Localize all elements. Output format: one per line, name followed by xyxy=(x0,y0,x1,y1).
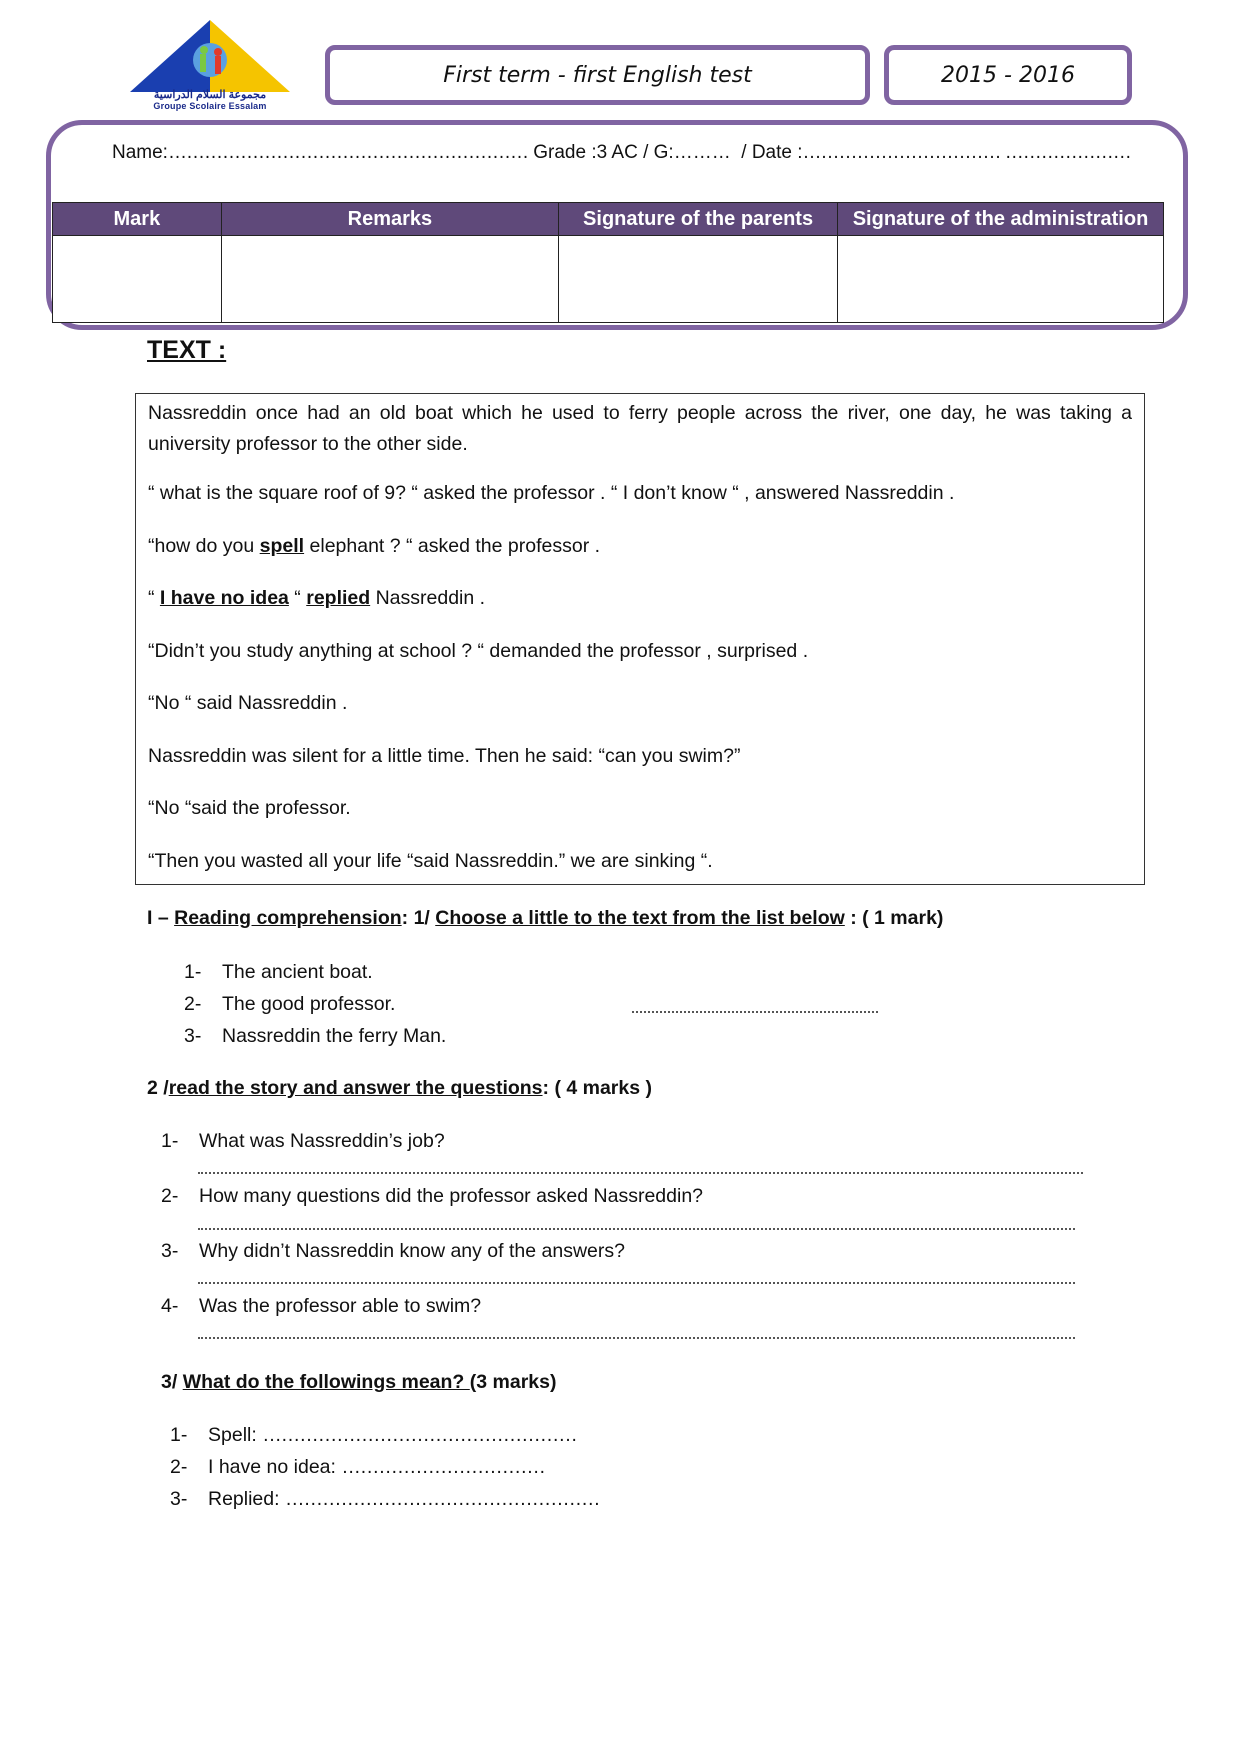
item-text: The good professor. xyxy=(222,993,396,1015)
question-number: 2- xyxy=(161,1185,179,1207)
question-text: What was Nassreddin’s job? xyxy=(199,1130,445,1152)
story-paragraph: “ what is the square roof of 9? “ asked the professor . “ I don’t know “ , answered Nassreddin . xyxy=(148,482,955,504)
school-year-box xyxy=(884,45,1132,105)
answer-field[interactable] xyxy=(198,1282,1075,1284)
keyword-spell: spell xyxy=(259,534,305,557)
group-field[interactable]: / G:……… xyxy=(643,142,731,163)
part-label: I – xyxy=(147,907,175,929)
grade-label: Grade :3 AC xyxy=(533,142,638,163)
logo-triangle-icon xyxy=(130,20,290,95)
test-title-box xyxy=(325,45,870,105)
student-info-line xyxy=(112,142,1131,164)
date-label: / Date : xyxy=(741,142,803,163)
story-paragraph: “No “said the professor. xyxy=(148,797,351,819)
question-item xyxy=(161,1130,445,1153)
school-year: 2015 - 2016 xyxy=(941,62,1075,88)
grade-table xyxy=(52,202,1164,323)
item-number: 2- xyxy=(184,993,202,1015)
remarks-cell[interactable] xyxy=(221,236,558,323)
story-text: “how do you xyxy=(148,534,260,557)
story-text-box xyxy=(135,393,1145,885)
item-text: Replied: xyxy=(208,1488,285,1510)
story-paragraph: “Then you wasted all your life “said Nassreddin.” we are sinking “. xyxy=(148,849,713,872)
section-marks: : ( 4 marks ) xyxy=(542,1077,652,1099)
task-instruction: Choose a little to the text from the list below xyxy=(435,907,845,929)
test-title: First term - first English test xyxy=(443,62,752,88)
story-text: “ xyxy=(148,587,160,609)
task-marks: : ( 1 mark) xyxy=(844,907,944,929)
meaning-item xyxy=(170,1424,577,1447)
item-number: 2- xyxy=(170,1456,188,1478)
section-marks: (3 marks) xyxy=(469,1371,557,1393)
meaning-heading xyxy=(161,1371,556,1394)
item-number: 1- xyxy=(184,961,202,983)
questions-heading xyxy=(147,1077,652,1100)
question-text: How many questions did the professor asked Nassreddin? xyxy=(199,1185,704,1207)
item-text: Nassreddin the ferry Man. xyxy=(222,1025,447,1047)
name-field[interactable]: …………………………………………………… xyxy=(167,142,528,163)
story-paragraph: Nassreddin was silent for a little time. Then he said: “can you swim?” xyxy=(148,744,741,767)
meaning-answer-field[interactable]: …………………………………………… xyxy=(262,1424,577,1446)
question-text: Was the professor able to swim? xyxy=(199,1295,482,1317)
item-number: 3- xyxy=(184,1025,202,1047)
logo-caption-english: Groupe Scolaire Essalam xyxy=(153,101,267,111)
item-number: 1- xyxy=(170,1424,188,1446)
name-label: Name: xyxy=(112,142,168,163)
question-number: 3- xyxy=(161,1240,179,1262)
question-item xyxy=(161,1185,703,1208)
date-field[interactable]: …………………………… ………………… xyxy=(802,142,1131,163)
item-number: 3- xyxy=(170,1488,188,1510)
grade-table-header xyxy=(53,203,1164,236)
reading-comprehension-heading xyxy=(147,907,943,930)
table-row xyxy=(53,236,1164,323)
column-administration-signature: Signature of the administration xyxy=(838,203,1164,236)
story-paragraph: “No “ said Nassreddin . xyxy=(148,692,348,714)
story-text: “ xyxy=(288,587,307,609)
list-item[interactable] xyxy=(184,1025,446,1048)
meaning-answer-field[interactable]: …………………………………………… xyxy=(284,1488,600,1510)
question-number: 1- xyxy=(161,1130,179,1152)
meaning-answer-field[interactable]: …………………………… xyxy=(341,1456,545,1478)
logo-caption-arabic: مجموعة السلام الدراسية xyxy=(153,89,267,101)
answer-field[interactable] xyxy=(198,1337,1075,1339)
meaning-item xyxy=(170,1456,545,1479)
item-text: The ancient boat. xyxy=(222,961,373,983)
question-text: Why didn’t Nassreddin know any of the answers? xyxy=(199,1240,625,1262)
keyword-replied: replied xyxy=(306,587,371,609)
section-number: 2 / xyxy=(147,1077,169,1099)
section-title: read the story and answer the questions xyxy=(168,1077,543,1099)
meaning-item xyxy=(170,1488,599,1511)
title-answer-field[interactable] xyxy=(632,1011,878,1013)
story-text: Nassreddin . xyxy=(370,587,486,609)
keyword-i-have-no-idea: I have no idea xyxy=(159,587,289,609)
section-title: What do the followings mean? xyxy=(182,1371,470,1393)
section-number: 3/ xyxy=(161,1371,183,1393)
column-remarks: Remarks xyxy=(221,203,558,236)
story-paragraph: Nassreddin once had an old boat which he used to ferry people across the river, one day, he was taking a university professor to the other side. xyxy=(148,402,1132,455)
column-parents-signature: Signature of the parents xyxy=(559,203,838,236)
question-item xyxy=(161,1240,625,1263)
list-item[interactable] xyxy=(184,961,373,984)
mark-cell[interactable] xyxy=(53,236,222,323)
story-paragraph xyxy=(148,531,1132,562)
story-paragraph xyxy=(148,583,1132,614)
task-number: : 1/ xyxy=(401,907,436,929)
question-item xyxy=(161,1295,481,1318)
story-text: elephant ? “ asked the professor . xyxy=(304,534,601,557)
column-mark: Mark xyxy=(53,203,222,236)
list-item[interactable] xyxy=(184,993,395,1016)
question-number: 4- xyxy=(161,1295,179,1317)
item-text: I have no idea: xyxy=(208,1456,342,1478)
answer-field[interactable] xyxy=(198,1228,1075,1230)
part-title: Reading comprehension xyxy=(174,907,402,929)
administration-signature-cell[interactable] xyxy=(838,236,1164,323)
text-heading: TEXT : xyxy=(147,336,227,364)
story-paragraph: “Didn’t you study anything at school ? “ demanded the professor , surprised . xyxy=(148,639,809,662)
parents-signature-cell[interactable] xyxy=(559,236,838,323)
item-text: Spell: xyxy=(208,1424,263,1446)
answer-field[interactable] xyxy=(198,1172,1083,1174)
